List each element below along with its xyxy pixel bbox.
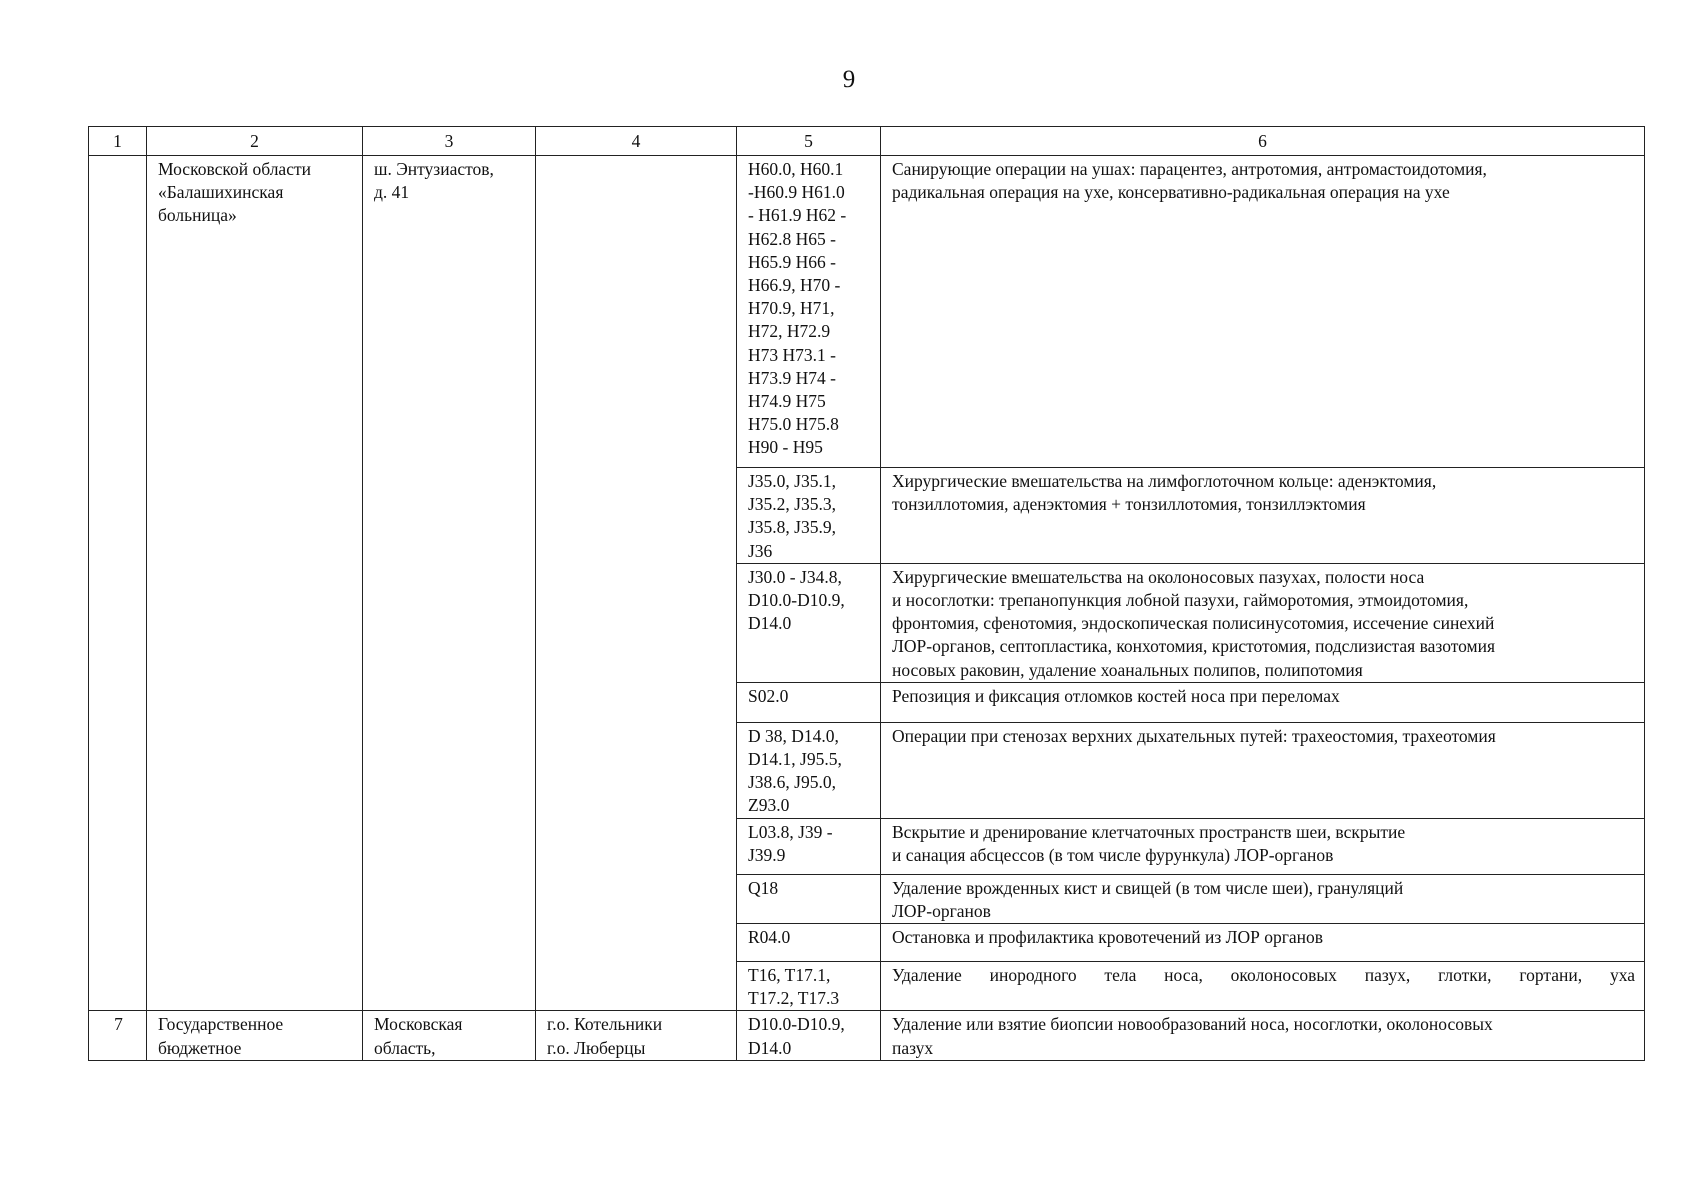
text-line: Z93.0	[748, 795, 790, 816]
text-line: H75.0 H75.8	[748, 414, 839, 435]
text-line: H62.8 H65 -	[748, 228, 836, 249]
text-line: D14.0	[748, 613, 792, 634]
text-line: Государственное	[158, 1014, 284, 1035]
text-line: «Балашихинская	[158, 182, 284, 203]
text-line: J38.6, J95.0,	[748, 772, 836, 793]
cell-description	[881, 563, 1645, 682]
text-line: H72, H72.9	[748, 321, 831, 342]
text-line: D14.1, J95.5,	[748, 749, 842, 770]
text-line: J35.0, J35.1,	[748, 471, 836, 491]
text-line: J39.9	[748, 844, 786, 865]
table-row	[89, 156, 1645, 468]
cell-address	[363, 156, 536, 1011]
text-line: H65.9 H66 -	[748, 251, 836, 272]
cell-organization	[147, 156, 363, 1011]
cell-description	[881, 924, 1645, 962]
cell-description	[881, 874, 1645, 923]
text-line: R04.0	[748, 927, 791, 948]
cell-icd-codes	[737, 962, 881, 1011]
cell-description	[881, 682, 1645, 722]
cell-area	[536, 156, 737, 1011]
text-line: Удаление врожденных кист и свищей (в том числе шеи), грануляций	[892, 877, 1404, 898]
cell-icd-codes	[737, 156, 881, 468]
cell-description	[881, 1011, 1645, 1060]
text-line: T17.2, T17.3	[748, 988, 840, 1009]
text-line: H70.9, H71,	[748, 298, 835, 319]
cell-icd-codes	[737, 924, 881, 962]
cell-number: 7	[89, 1011, 147, 1060]
column-header-4: 4	[536, 127, 737, 156]
text-line: Санирующие операции на ушах: парацентез, антротомия, антромастоидотомия,	[892, 159, 1487, 179]
text-line: носовых раковин, удаление хоанальных полипов, полипотомия	[892, 659, 1363, 680]
text-line: пазух	[892, 1037, 934, 1058]
text-line: тонзиллотомия, аденэктомия + тонзиллотомия, тонзиллэктомия	[892, 494, 1366, 515]
text-line: Удаление инородного тела носа, околоносовых пазух, глотки, гортани, уха	[892, 965, 1635, 986]
cell-icd-codes	[737, 722, 881, 818]
cell-icd-codes	[737, 468, 881, 564]
text-line: и санация абсцессов (в том числе фурункула) ЛОР-органов	[892, 844, 1334, 865]
cell-area	[536, 1011, 737, 1060]
column-header-2: 2	[147, 127, 363, 156]
text-line: D 38, D14.0,	[748, 725, 839, 746]
text-line: J36	[748, 540, 773, 561]
text-line: Остановка и профилактика кровотечений из ЛОР органов	[892, 927, 1324, 948]
column-header-1: 1	[89, 127, 147, 156]
cell-description	[881, 818, 1645, 874]
cell-icd-codes	[737, 1011, 881, 1060]
text-line: Операции при стенозах верхних дыхательных путей: трахеостомия, трахеотомия	[892, 725, 1496, 746]
column-header-3: 3	[363, 127, 536, 156]
text-line: и носоглотки: трепанопункция лобной пазухи, гайморотомия, этмоидотомия,	[892, 590, 1469, 611]
text-line: ЛОР-органов	[892, 900, 991, 921]
text-line: ЛОР-органов, септопластика, конхотомия, кристотомия, подслизистая вазотомия	[892, 636, 1496, 657]
text-line: D10.0-D10.9,	[748, 1014, 845, 1035]
text-line: H73.9 H74 -	[748, 367, 836, 388]
text-line: г.о. Люберцы	[547, 1037, 646, 1058]
text-line: бюджетное	[158, 1037, 242, 1058]
text-line: область,	[374, 1037, 436, 1058]
table-row	[89, 1011, 1645, 1060]
text-line: д. 41	[374, 182, 410, 203]
text-line: H90 - H95	[748, 437, 823, 458]
text-line: H74.9 H75	[748, 391, 826, 412]
cell-icd-codes	[737, 563, 881, 682]
text-line: D14.0	[748, 1037, 792, 1058]
cell-icd-codes	[737, 874, 881, 923]
text-line: J35.8, J35.9,	[748, 517, 836, 538]
cell-description	[881, 468, 1645, 564]
cell-icd-codes	[737, 818, 881, 874]
text-line: Хирургические вмешательства на лимфоглоточном кольце: аденэктомия,	[892, 471, 1437, 491]
text-line: Репозиция и фиксация отломков костей носа при переломах	[892, 685, 1340, 706]
text-line: Вскрытие и дренирование клетчаточных пространств шеи, вскрытие	[892, 821, 1406, 842]
text-line: H60.0, H60.1	[748, 159, 844, 179]
cell-description	[881, 722, 1645, 818]
cell-icd-codes	[737, 682, 881, 722]
text-line: фронтомия, сфенотомия, эндоскопическая полисинусотомия, иссечение синехий	[892, 613, 1495, 634]
header-row	[89, 127, 1645, 156]
page-number: 9	[842, 66, 856, 93]
text-line: - H61.9 H62 -	[748, 205, 847, 226]
text-line: J35.2, J35.3,	[748, 494, 836, 515]
text-line: больница»	[158, 205, 237, 226]
services-table	[88, 126, 1645, 1061]
text-line: S02.0	[748, 685, 789, 706]
text-line: H73 H73.1 -	[748, 344, 836, 365]
text-line: J30.0 - J34.8,	[748, 566, 842, 587]
text-line: Удаление или взятие биопсии новообразований носа, носоглотки, околоносовых	[892, 1014, 1493, 1035]
text-line: Московской области	[158, 159, 311, 179]
text-line: H66.9, H70 -	[748, 275, 841, 296]
cell-address	[363, 1011, 536, 1060]
cell-description	[881, 962, 1645, 1011]
text-line: D10.0-D10.9,	[748, 590, 845, 611]
text-line: ш. Энтузиастов,	[374, 159, 494, 179]
text-line: Хирургические вмешательства на околоносовых пазухах, полости носа	[892, 566, 1425, 587]
text-line: радикальная операция на ухе, консервативно-радикальная операция на ухе	[892, 182, 1450, 203]
cell-description	[881, 156, 1645, 468]
text-line: T16, T17.1,	[748, 965, 831, 986]
text-line: г.о. Котельники	[547, 1014, 663, 1035]
text-line: -H60.9 H61.0	[748, 182, 845, 203]
column-header-6: 6	[881, 127, 1645, 156]
text-line: L03.8, J39 -	[748, 821, 833, 842]
cell-number	[89, 156, 147, 1011]
text-line: Q18	[748, 877, 779, 898]
column-header-5: 5	[737, 127, 881, 156]
text-line: Московская	[374, 1014, 463, 1035]
cell-organization	[147, 1011, 363, 1060]
